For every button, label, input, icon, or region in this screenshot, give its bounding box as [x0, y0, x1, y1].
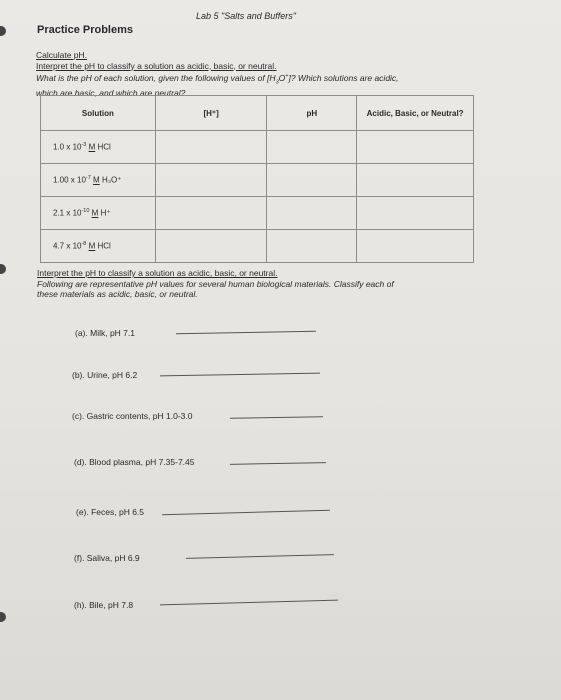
binder-hole-mark: [0, 612, 6, 622]
intro-question: What is the pH of each solution, given the following values of $[H_3O^+]$? Which solutions are acidic,: [36, 72, 399, 86]
table-row: [41, 164, 474, 197]
interpret-block: [37, 268, 487, 300]
intro-line-2: Interpret the pH to classify a solution as acidic, basic, or neutral.: [36, 60, 277, 71]
item-milk: (a). Milk, pH 7.1: [75, 328, 135, 338]
answer-line-milk[interactable]: [176, 331, 316, 334]
item-gastric: (c). Gastric contents, pH 1.0-3.0: [72, 411, 193, 421]
classification-cell[interactable]: [357, 164, 474, 197]
ph-table: [40, 95, 474, 263]
table-header-row: [41, 96, 474, 131]
interpret-line-2: Following are representative pH values for several human biological materials. Classify each of: [37, 278, 394, 289]
header-h-conc: [H⁺]: [155, 96, 267, 131]
classification-cell[interactable]: [357, 197, 474, 230]
h-conc-cell[interactable]: [155, 164, 267, 197]
solution-cell: 1.00 x $10^{-7}$ M H₃O⁺: [41, 164, 156, 197]
header-solution: Solution: [41, 96, 156, 131]
item-blood-plasma: (d). Blood plasma, pH 7.35-7.45: [74, 457, 195, 467]
interpret-line-1: Interpret the pH to classify a solution as acidic, basic, or neutral.: [37, 268, 278, 278]
solution-cell: 1.0 x $10^{-3}$ M HCl: [41, 131, 156, 164]
answer-line-feces[interactable]: [162, 510, 330, 515]
answer-line-gastric[interactable]: [230, 416, 323, 419]
table-row: [41, 131, 474, 164]
intro-line-1: Calculate pH.: [36, 50, 88, 60]
classification-cell[interactable]: [357, 230, 474, 263]
ph-cell[interactable]: [267, 131, 357, 164]
table-row: [41, 197, 474, 230]
ph-cell[interactable]: [267, 230, 357, 263]
classification-cell[interactable]: [357, 131, 474, 164]
table-row: [41, 230, 474, 263]
header-classification: Acidic, Basic, or Neutral?: [357, 96, 474, 131]
header-ph: pH: [267, 96, 357, 131]
binder-hole-mark: [0, 264, 6, 274]
h-conc-cell[interactable]: [155, 197, 267, 230]
answer-line-blood-plasma[interactable]: [230, 462, 326, 465]
h-conc-cell[interactable]: [155, 131, 267, 164]
h-conc-cell[interactable]: [155, 230, 267, 263]
item-urine: (b). Urine, pH 6.2: [72, 370, 138, 380]
interpret-line-3: these materials as acidic, basic, or neutral.: [37, 289, 198, 299]
item-bile: (h). Bile, pH 7.8: [74, 600, 134, 610]
ph-cell[interactable]: [267, 164, 357, 197]
binder-hole-mark: [0, 26, 6, 36]
intro-block: [36, 50, 486, 99]
answer-line-saliva[interactable]: [186, 554, 334, 559]
intro-question-2: which are basic, and which are neutral?: [36, 88, 186, 99]
solution-cell: 4.7 x $10^{-8}$ M HCl: [41, 230, 156, 263]
answer-line-urine[interactable]: [160, 373, 320, 377]
solution-cell: 2.1 x $10^{-10}$ M H⁺: [41, 197, 156, 230]
section-title: Practice Problems: [37, 24, 133, 36]
item-saliva: (f). Saliva, pH 6.9: [74, 553, 140, 563]
answer-line-bile[interactable]: [160, 600, 338, 606]
lab-title: Lab 5 "Salts and Buffers": [196, 11, 296, 21]
item-feces: (e). Feces, pH 6.5: [76, 507, 145, 517]
ph-cell[interactable]: [267, 197, 357, 230]
